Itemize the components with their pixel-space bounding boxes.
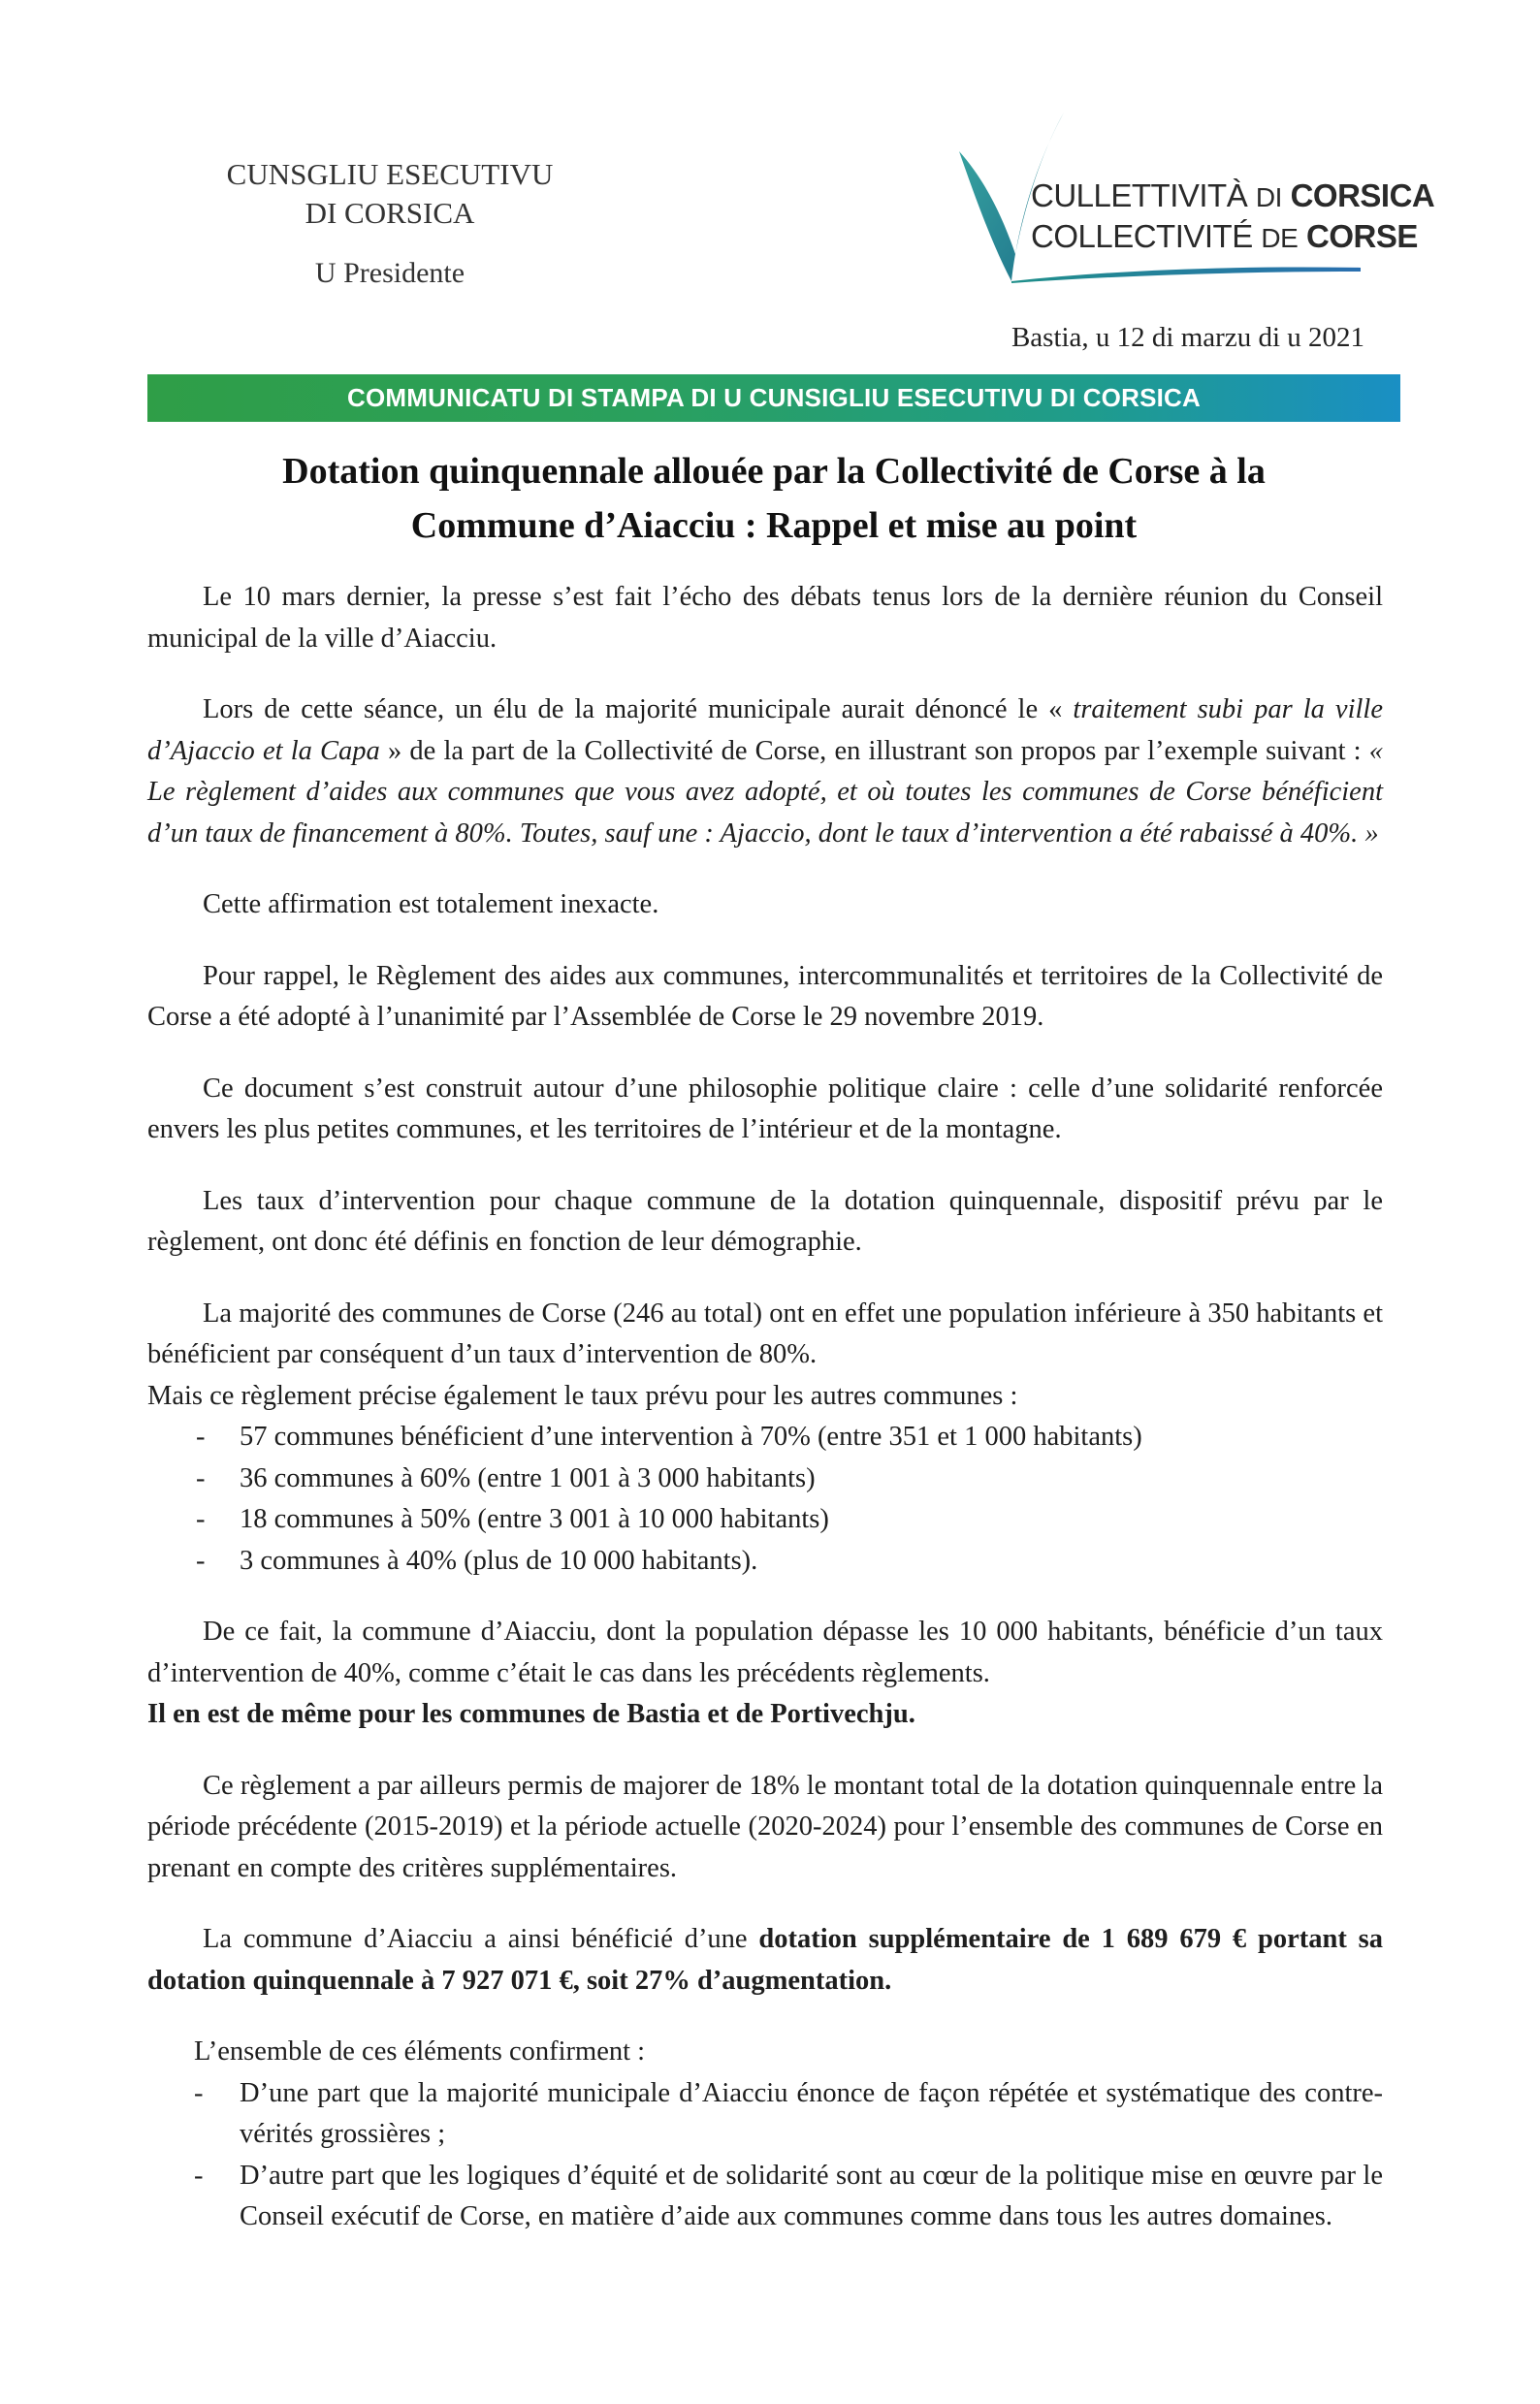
paragraph: L’ensemble de ces éléments confirment : — [194, 2036, 646, 2067]
list-item: - 36 communes à 60% (entre 1 001 à 3 000 habitants) — [196, 1462, 816, 1493]
logo-line-corsican: CULLETTIVITÀ DI CORSICA — [1031, 177, 1435, 213]
paragraph: Ce règlement a par ailleurs permis de majorer de 18% le montant total de la dotation quinquennale entre la période précédente (2015-2019) et la période actuelle (2020-2024) pour l’ensemble des communes de Corse en prenant en compte des critères supplémentaires. — [147, 1770, 1383, 1883]
paragraph: Pour rappel, le Règlement des aides aux communes, intercommunalités et territoires de la Collectivité de Corse a été adopté à l’unanimité par l’Assemblée de Corse le 29 novembre 2019. — [147, 960, 1383, 1032]
paragraph: Ce document s’est construit autour d’une philosophie politique claire : celle d’une solidarité renforcée envers les plus petites communes, et les territoires de l’intérieur et de la montagne. — [147, 1073, 1383, 1144]
conclusion-list — [147, 2073, 1383, 2238]
title-line-1: Dotation quinquennale allouée par la Collectivité de Corse à la — [282, 451, 1266, 492]
header-president: U Presidente — [314, 257, 465, 289]
list-item: - 57 communes bénéficient d’une intervention à 70% (entre 351 et 1 000 habitants) — [196, 1422, 1142, 1452]
collectivite-de-corse-logo — [955, 109, 1435, 288]
executive-council-header — [215, 155, 564, 293]
paragraph: De ce fait, la commune d’Aiacciu, dont la population dépasse les 10 000 habitants, bénéficie d’un taux d’intervention de 40%, comme c’était le cas dans les précédents règlements. — [147, 1617, 1383, 1688]
header-line-1: CUNSGLIU ESECUTIVU — [226, 157, 554, 191]
list-item: - 3 communes à 40% (plus de 10 000 habitants). — [196, 1545, 758, 1576]
paragraph: Les taux d’intervention pour chaque commune de la dotation quinquennale, dispositif prévu par le règlement, ont donc été définis en fonction de leur démographie. — [147, 1185, 1383, 1257]
title-line-2: Commune d’Aiacciu : Rappel et mise au point — [410, 505, 1138, 546]
header-line-2: DI CORSICA — [305, 196, 475, 230]
paragraph: La commune d’Aiacciu a ainsi bénéficié d’une dotation supplémentaire de 1 689 679 € portant sa dotation quinquennale à 7 927 071 €, soit 27% d’augmentation. — [147, 1924, 1383, 1996]
logo-line-french: COLLECTIVITÉ DE CORSE — [1031, 218, 1418, 254]
paragraph: La majorité des communes de Corse (246 au total) ont en effet une population inférieure à 350 habitants et bénéficient par conséquent d’un taux d’intervention de 80%. — [147, 1298, 1383, 1369]
document-body — [147, 577, 1383, 2238]
paragraph: Cette affirmation est totalement inexacte. — [203, 889, 659, 919]
paragraph: Lors de cette séance, un élu de la majorité municipale aurait dénoncé le « traitement subi par la ville d’Ajaccio et la Capa » de la part de la Collectivité de Corse, en illustrant son propos par l’exemple suivant : « Le règlement d’aides aux communes que vous avez adopté, et où toutes les communes de Corse bénéficient d’un taux de financement à 80%. Toutes, sauf une : Ajaccio, dont le taux d’intervention a été rabaissé à 40%. » — [147, 694, 1384, 849]
logo-wordmark — [1031, 176, 1434, 258]
paragraph: Mais ce règlement précise également le taux prévu pour les autres communes : — [147, 1380, 1018, 1411]
press-release-banner: COMMUNICATU DI STAMPA DI U CUNSIGLIU ESECUTIVU DI CORSICA — [147, 374, 1400, 422]
paragraph: Le 10 mars dernier, la presse s’est fait l’écho des débats tenus lors de la dernière réunion du Conseil municipal de la ville d’Aiacciu. — [147, 582, 1383, 654]
list-item: - D’une part que la majorité municipale d’Aiacciu énonce de façon répétée et systématique des contre-vérités grossières ; — [194, 2077, 1383, 2149]
list-item: - 18 communes à 50% (entre 3 001 à 10 000 habitants) — [196, 1504, 829, 1534]
rate-list — [147, 1417, 1383, 1582]
document-date: Bastia, u 12 di marzu di u 2021 — [1011, 322, 1364, 353]
list-item: - D’autre part que les logiques d’équité et de solidarité sont au cœur de la politique mise en œuvre par le Conseil exécutif de Corse, en matière d’aide aux communes comme dans tous les autres domaines. — [194, 2160, 1383, 2231]
document-title — [147, 444, 1400, 553]
paragraph-bold: Il en est de même pour les communes de Bastia et de Portivechju. — [147, 1699, 915, 1729]
